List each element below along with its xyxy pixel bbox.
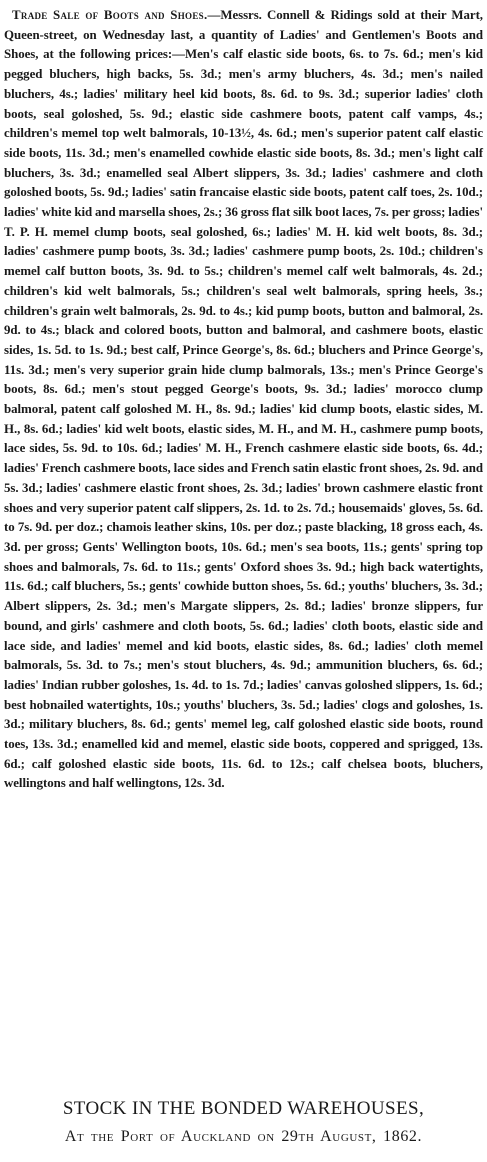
stock-subheading: At the Port of Auckland on 29th August, 1862. [64, 1128, 423, 1145]
article-headline: Trade Sale of Boots and Shoes. [12, 8, 208, 22]
trade-sale-article [4, 6, 483, 794]
article-body: —Messrs. Connell & Ridings sold at their Mart, Queen-street, on Wednesday last, a quantity of Ladies' and Gentlemen's Boots and Shoes, at the following prices:—Men's calf elastic side boots, 6s. to 7s. 6d.; men's kid pegged bluchers, high backs, 5s. 3d.; men's army bluchers, 4s. 3d.; men's nailed bluchers, 4s.; ladies' military heel kid boots, 8s. 6d. to 9s. 3d.; superior ladies' cloth boots, seal goloshed, 5s. 9d.; elastic side cashmere boots, patent calf vamps, 4s.; children's memel top welt balmorals, 10-13½, 4s. 6d.; men's superior patent calf elastic side boots, 11s. 3d.; men's enamelled cowhide elastic side boots, 8s. 3d.; men's light calf bluchers, 3s. 3d.; enamelled seal Albert slippers, 3s. 3d.; ladies' cashmere and cloth goloshed boots, 5s. 9d.; ladies' satin francaise elastic side boots, patent calf toes, 2s. 10d.; ladies' white kid and marsella shoes, 2s.; 36 gross flat silk boot laces, 7s. per gross; ladies' T. P. H. memel clump boots, seal goloshed, 6s.; ladies' M. H. kid welt boots, 8s. 3d.; ladies' cashmere pump boots, 3s. 3d.; ladies' cashmere pump boots, 2s. 10d.; children's memel calf button boots, 3s. 9d. to 5s.; children's memel calf welt balmorals, 4s. 2d.; children's kid welt balmorals, 5s.; children's seal welt balmorals, spring heels, 3s.; children's grain welt balmorals, 2s. 9d. to 4s.; kid pump boots, button and balmoral, 2s. 9d. to 4s.; black and colored boots, button and balmoral, and cashmere boots, elastic sides, 1s. 5d. to 1s. 9d.; best calf, Prince George's, 8s. 6d.; bluchers and Prince George's, 11s. 3d.; men's very superior grain hide clump balmorals, 13s.; men's Prince George's boots, 8s. 6d.; men's stout pegged George's boots, 9s. 3d.; ladies' morocco clump balmoral, patent calf goloshed M. H., 8s. 9d.; ladies' kid clump boots, elastic sides, M. H., 8s. 6d.; ladies' kid welt boots, elastic sides, M. H., and M. H., cashmere pump boots, lace sides, 5s. 9d. to 10s. 6d.; ladies' M. H., French cashmere elastic side boots, 6s. 4d.; ladies' French cashmere boots, lace sides and French satin elastic front shoes, 2s. 9d. and 5s. 3d.; ladies' cashmere elastic front shoes, 2s. 3d.; ladies' brown cashmere elastic front shoes and very superior patent calf slippers, 2s. 1d. to 2s. 7d.; housemaids' gloves, 5s. 6d. to 7s. 9d. per doz.; chamois leather skins, 10s. per doz.; paste blacking, 18 gross each, 4s. 3d. per gross; Gents' Wellington boots, 10s. 6d.; men's sea boots, 11s.; gents' spring top shoes and balmorals, 7s. 6d. to 11s.; gents' Oxford shoes 3s. 9d.; high back watertights, 11s. 6d.; calf bluchers, 5s.; gents' cowhide button shoes, 5s. 6d.; youths' bluchers, 3s. 3d.; Albert slippers, 2s. 3d.; men's Margate slippers, 2s. 8d.; ladies' bronze slippers, fur bound, and girls' cashmere and cloth boots, 5s. 6d.; ladies' cloth boots, elastic side and lace side, and ladies' memel and kid boots, elastic sides, 8s. 6d.; ladies' cloth memel balmorals, 5s. 3d. to 7s.; men's stout bluchers, 4s. 9d.; ammunition bluchers, 6s. 6d.; ladies' Indian rubber goloshes, 1s. 4d. to 1s. 7d.; ladies' canvas goloshed slippers, 1s. 6d.; best hobnailed watertights, 10s.; youths' bluchers, 3s. 5d.; ladies' clogs and goloshes, 1s. 3d.; military bluchers, 8s. 6d.; gents' memel leg, calf goloshed elastic side boots, round toes, 13s. 3d.; enamelled kid and memel, elastic side boots, coppered and sprigged, 13s. 6d.; calf goloshed elastic side boots, 11s. 6d. to 12s.; calf chelsea boots, bluchers, wellingtons and half wellingtons, 12s. 3d. [4, 8, 483, 791]
stock-heading: STOCK IN THE BONDED WAREHOUSES, [62, 1098, 425, 1119]
article-paragraph [4, 6, 483, 794]
